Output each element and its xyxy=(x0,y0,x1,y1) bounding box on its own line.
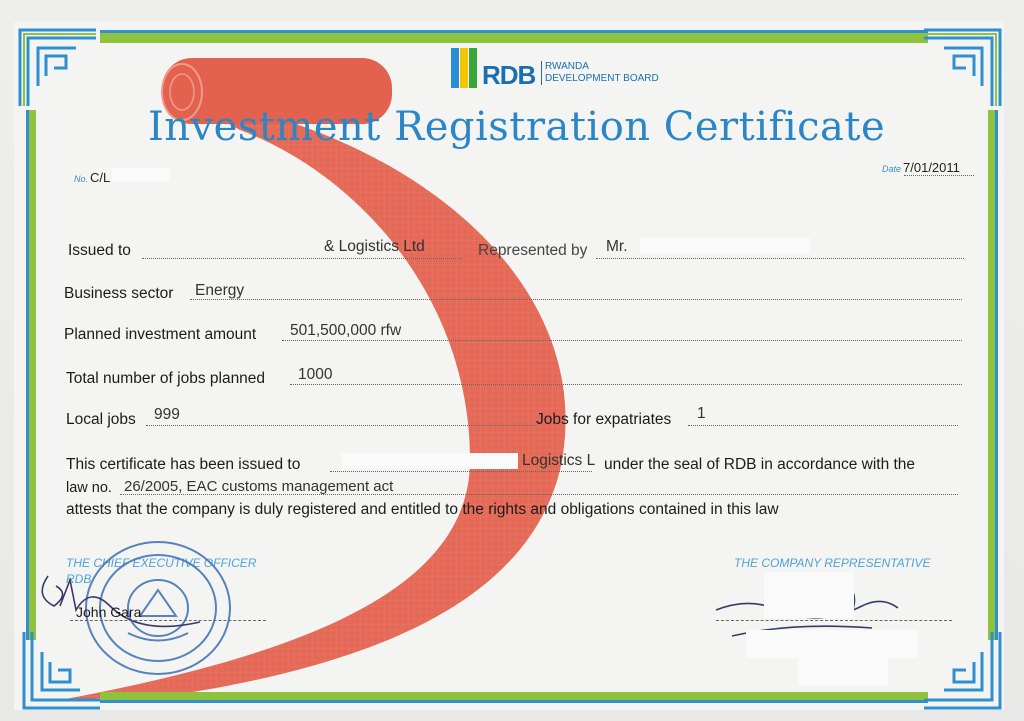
redaction-company-name xyxy=(342,453,518,469)
border-left xyxy=(26,110,36,640)
local-jobs-value: 999 xyxy=(154,406,180,423)
statement-line1-post: under the seal of RDB in accordance with the xyxy=(604,456,916,473)
number-value: C/L xyxy=(90,170,111,185)
expat-jobs-line xyxy=(688,425,958,426)
planned-investment-label: Planned investment amount xyxy=(64,326,257,343)
total-jobs-line xyxy=(290,384,962,385)
redaction-representative-name xyxy=(764,572,854,618)
represented-by-value: Mr. xyxy=(606,238,628,255)
business-sector-line xyxy=(190,299,962,300)
certificate-date xyxy=(882,160,960,175)
represented-by-label: Represented by xyxy=(478,242,588,259)
certificate-title: Investment Registration Certificate xyxy=(148,104,886,150)
date-label: Date xyxy=(882,164,902,174)
corner-ornament-top-left xyxy=(16,26,100,110)
planned-investment-value: 501,500,000 rfw xyxy=(290,322,402,339)
corner-ornament-bottom-right xyxy=(920,628,1004,712)
statement-company-name: Logistics L xyxy=(522,452,596,469)
representative-title: THE COMPANY REPRESENTATIVE xyxy=(734,556,931,570)
redaction-representative-details xyxy=(746,630,918,658)
rdb-logo xyxy=(451,48,661,92)
redaction-representative-stamp xyxy=(798,656,888,686)
rdb-logo-fullname xyxy=(541,61,659,85)
expat-jobs-value: 1 xyxy=(697,405,706,422)
business-sector-label: Business sector xyxy=(64,285,174,302)
rdb-logo-bars-icon xyxy=(451,48,479,88)
ceo-signature-line xyxy=(70,620,266,621)
expat-jobs-label: Jobs for expatriates xyxy=(536,411,672,428)
border-right xyxy=(988,110,998,640)
statement-law-value: 26/2005, EAC customs management act xyxy=(124,478,394,495)
rdb-logo-line1: RWANDA xyxy=(545,61,589,72)
border-bottom xyxy=(100,692,928,703)
rdb-logo-abbr: RDB xyxy=(482,60,536,90)
issued-to-line xyxy=(142,258,462,259)
redaction-representative xyxy=(640,238,810,254)
statement-name-line xyxy=(330,471,592,472)
total-jobs-value: 1000 xyxy=(298,366,333,383)
redaction-number xyxy=(112,168,170,182)
border-top xyxy=(100,30,928,43)
number-label: No. xyxy=(74,174,89,184)
certificate-number xyxy=(74,170,110,185)
statement-line2-pre: law no. xyxy=(66,480,112,496)
representative-signature-line xyxy=(716,620,952,621)
date-value: 7/01/2011 xyxy=(903,160,960,175)
planned-investment-line xyxy=(282,340,962,341)
issued-to-value: & Logistics Ltd xyxy=(324,238,425,255)
ceo-org: RDB xyxy=(66,572,92,586)
date-dotted-line xyxy=(904,175,974,176)
local-jobs-label: Local jobs xyxy=(66,411,136,428)
statement-line1-pre: This certificate has been issued to xyxy=(66,456,301,473)
total-jobs-label: Total number of jobs planned xyxy=(66,370,266,387)
business-sector-value: Energy xyxy=(195,282,245,299)
local-jobs-line xyxy=(146,425,536,426)
ceo-name: John Gara xyxy=(76,604,142,620)
issued-to-label: Issued to xyxy=(68,242,131,259)
corner-ornament-top-right xyxy=(920,26,1004,110)
statement-line3: attests that the company is duly registered and entitled to the rights and obligations contained in this law xyxy=(66,501,779,518)
rdb-logo-line2: DEVELOPMENT BOARD xyxy=(545,73,659,84)
ceo-title: THE CHIEF EXECUTIVE OFFICER xyxy=(66,556,257,570)
represented-by-line xyxy=(596,258,964,259)
